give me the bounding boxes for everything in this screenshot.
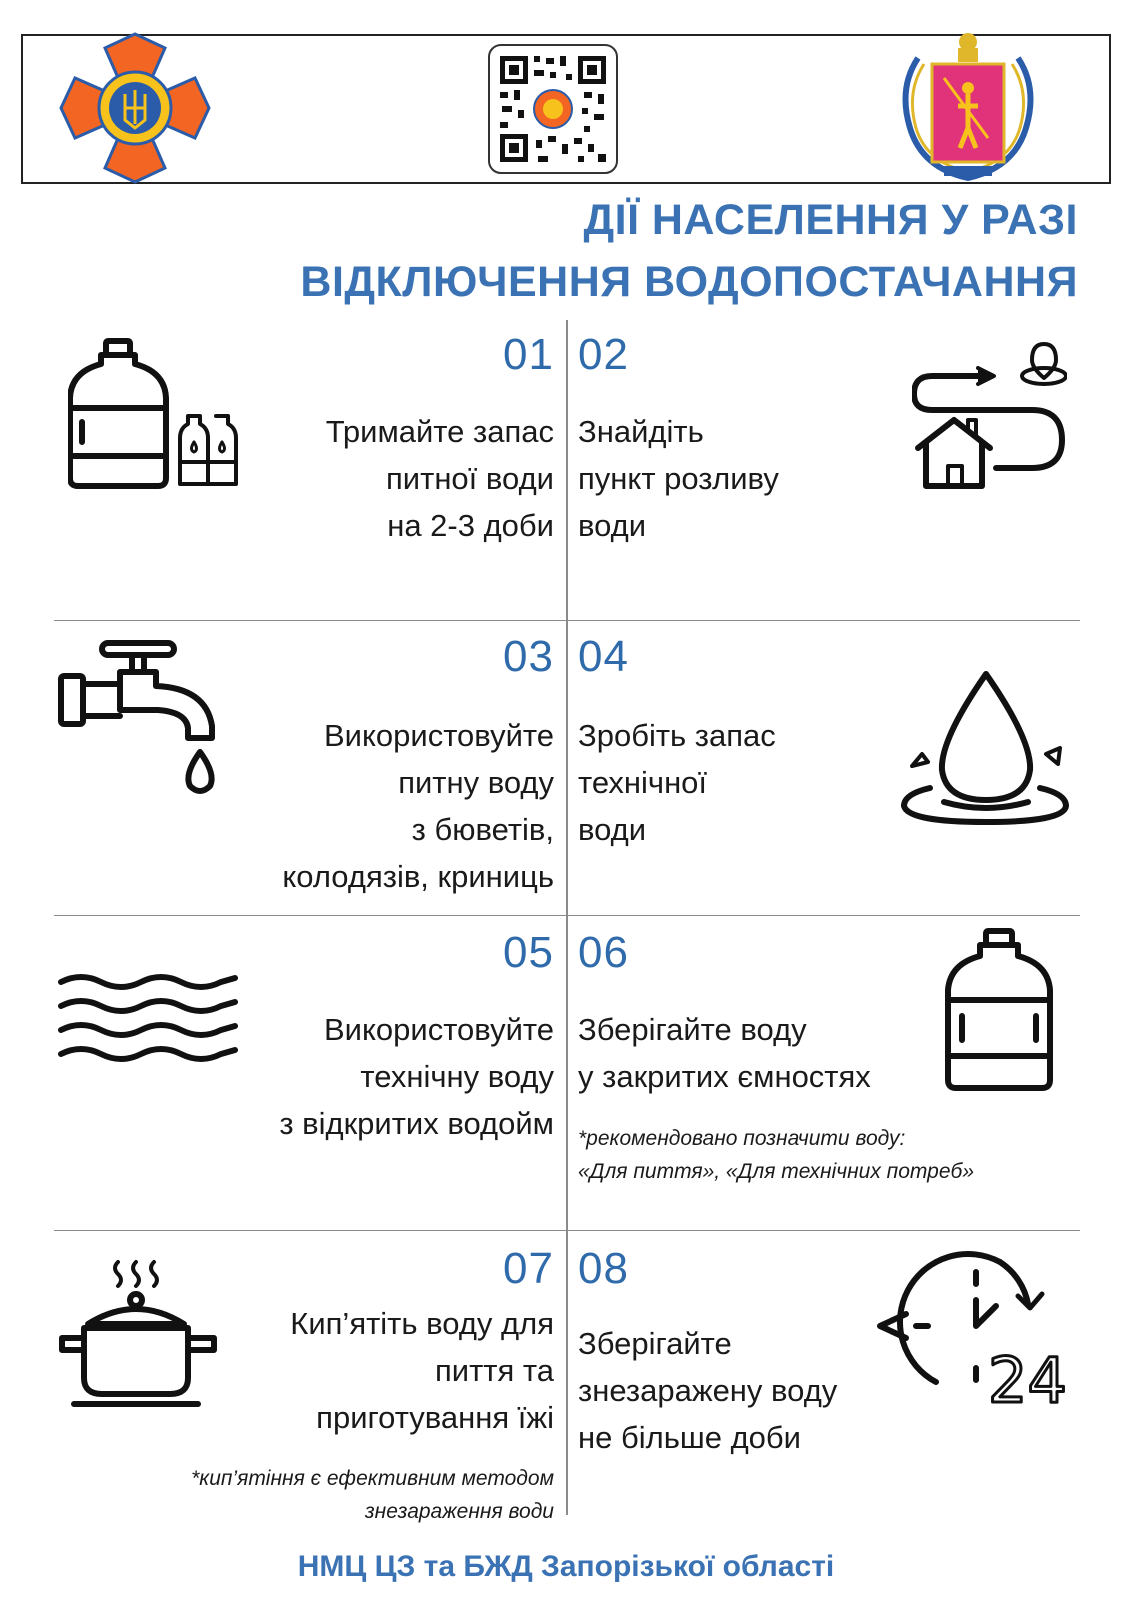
item-text-07: Кип’ятіть воду для пиття та приготування їжі <box>290 1306 554 1435</box>
zaporizhzhia-coat-of-arms-icon <box>888 28 1048 190</box>
item-note-06: *рекомендовано позначити воду: «Для пиття», «Для технічних потреб» <box>578 1127 975 1183</box>
water-jug-icon <box>944 928 1054 1093</box>
item-number-03: 03 <box>503 632 554 681</box>
item-number-04: 04 <box>578 632 629 681</box>
item-note-07: *кип’ятіння є ефективним методом знезараження води <box>191 1467 554 1523</box>
item-text-03: Використовуйте питну воду з бюветів, колодязів, криниць <box>282 718 554 894</box>
item-number-02: 02 <box>578 330 629 379</box>
footer-organization: НМЦ ЦЗ та БЖД Запорізької області <box>297 1550 835 1583</box>
water-drop-icon <box>900 670 1070 825</box>
page-title-line1: ДІЇ НАСЕЛЕННЯ У РАЗІ <box>583 196 1078 244</box>
item-text-08: Зберігайте знезаражену воду не більше доби <box>578 1326 838 1455</box>
route-location-icon <box>912 340 1067 490</box>
item-number-05: 05 <box>503 928 554 977</box>
water-bottles-icon <box>68 338 253 490</box>
faucet-icon <box>58 640 223 800</box>
waves-icon <box>58 970 238 1070</box>
qr-code-icon[interactable] <box>488 44 618 174</box>
row-divider <box>54 620 1080 621</box>
item-number-07: 07 <box>503 1244 554 1293</box>
item-number-06: 06 <box>578 928 629 977</box>
row-divider <box>54 915 1080 916</box>
page-title-line2: ВІДКЛЮЧЕННЯ ВОДОПОСТАЧАННЯ <box>300 258 1078 306</box>
clock-24-icon <box>876 1242 1076 1408</box>
item-text-05: Використовуйте технічну воду з відкритих водойм <box>279 1012 554 1141</box>
item-text-04: Зробіть запас технічної води <box>578 718 776 847</box>
item-text-06: Зберігайте воду у закритих ємностях <box>578 1012 871 1094</box>
vertical-divider <box>566 320 568 1515</box>
item-number-08: 08 <box>578 1244 629 1293</box>
item-text-02: Знайдіть пункт розливу води <box>578 414 779 543</box>
row-divider <box>54 1230 1080 1231</box>
boiling-pot-icon <box>58 1258 218 1410</box>
item-text-01: Тримайте запас питної води на 2-3 доби <box>325 414 554 543</box>
item-number-01: 01 <box>503 330 554 379</box>
svg-text:24: 24 <box>988 1344 1067 1408</box>
sesu-emblem-icon <box>55 28 215 188</box>
